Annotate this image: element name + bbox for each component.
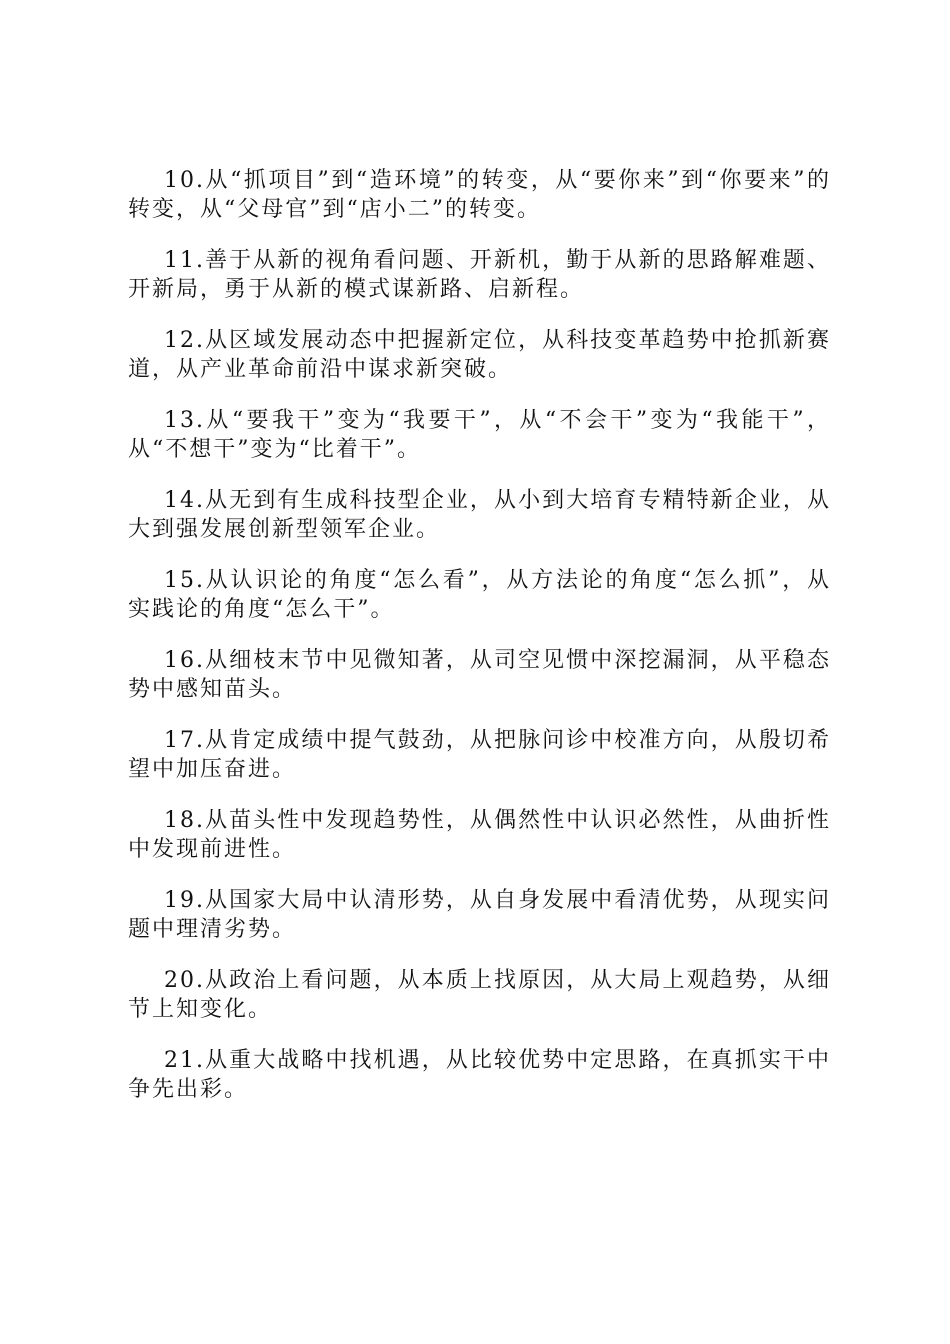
paragraph-15	[128, 566, 831, 624]
paragraph-10	[128, 166, 831, 224]
paragraph-20	[128, 966, 831, 1024]
paragraph-16	[128, 646, 831, 704]
paragraph-19	[128, 886, 831, 944]
paragraph-number: 17.	[164, 728, 205, 753]
paragraph-number: 14.	[164, 488, 205, 513]
paragraph-21	[128, 1046, 831, 1104]
paragraph-12	[128, 326, 831, 384]
paragraph-number: 21.	[164, 1048, 205, 1073]
paragraph-number: 13.	[164, 408, 205, 433]
paragraph-number: 15.	[164, 568, 205, 593]
paragraph-number: 20.	[164, 968, 205, 993]
paragraph-text: 从“要我干”变为“我要干”，从“不会干”变为“我能干”，从“不想干”变为“比着干”。	[128, 408, 831, 462]
paragraph-text: 从无到有生成科技型企业，从小到大培育专精特新企业，从大到强发展创新型领军企业。	[128, 488, 831, 542]
paragraph-number: 16.	[164, 648, 205, 673]
paragraph-text: 从细枝末节中见微知著，从司空见惯中深挖漏洞，从平稳态势中感知苗头。	[128, 648, 831, 702]
paragraph-text: 从肯定成绩中提气鼓劲，从把脉问诊中校准方向，从殷切希望中加压奋进。	[128, 728, 831, 782]
paragraph-11	[128, 246, 831, 304]
paragraph-text: 从重大战略中找机遇，从比较优势中定思路，在真抓实干中争先出彩。	[128, 1048, 831, 1102]
paragraph-14	[128, 486, 831, 544]
paragraph-text: 从苗头性中发现趋势性，从偶然性中认识必然性，从曲折性中发现前进性。	[128, 808, 831, 862]
paragraph-text: 从国家大局中认清形势，从自身发展中看清优势，从现实问题中理清劣势。	[128, 888, 831, 942]
paragraph-18	[128, 806, 831, 864]
paragraph-number: 11.	[164, 248, 205, 273]
paragraph-number: 10.	[164, 168, 205, 193]
paragraph-text: 善于从新的视角看问题、开新机，勤于从新的思路解难题、开新局，勇于从新的模式谋新路、启新程。	[128, 248, 831, 302]
paragraph-13	[128, 406, 831, 464]
paragraph-17	[128, 726, 831, 784]
paragraph-text: 从政治上看问题，从本质上找原因，从大局上观趋势，从细节上知变化。	[128, 968, 831, 1022]
paragraph-text: 从区域发展动态中把握新定位，从科技变革趋势中抢抓新赛道，从产业革命前沿中谋求新突破。	[128, 328, 831, 382]
paragraph-number: 18.	[164, 808, 205, 833]
paragraph-text: 从认识论的角度“怎么看”，从方法论的角度“怎么抓”，从实践论的角度“怎么干”。	[128, 568, 831, 622]
document-body	[128, 166, 831, 1126]
paragraph-number: 12.	[164, 328, 205, 353]
paragraph-text: 从“抓项目”到“造环境”的转变，从“要你来”到“你要来”的转变，从“父母官”到“店小二”的转变。	[128, 168, 831, 222]
paragraph-number: 19.	[164, 888, 205, 913]
